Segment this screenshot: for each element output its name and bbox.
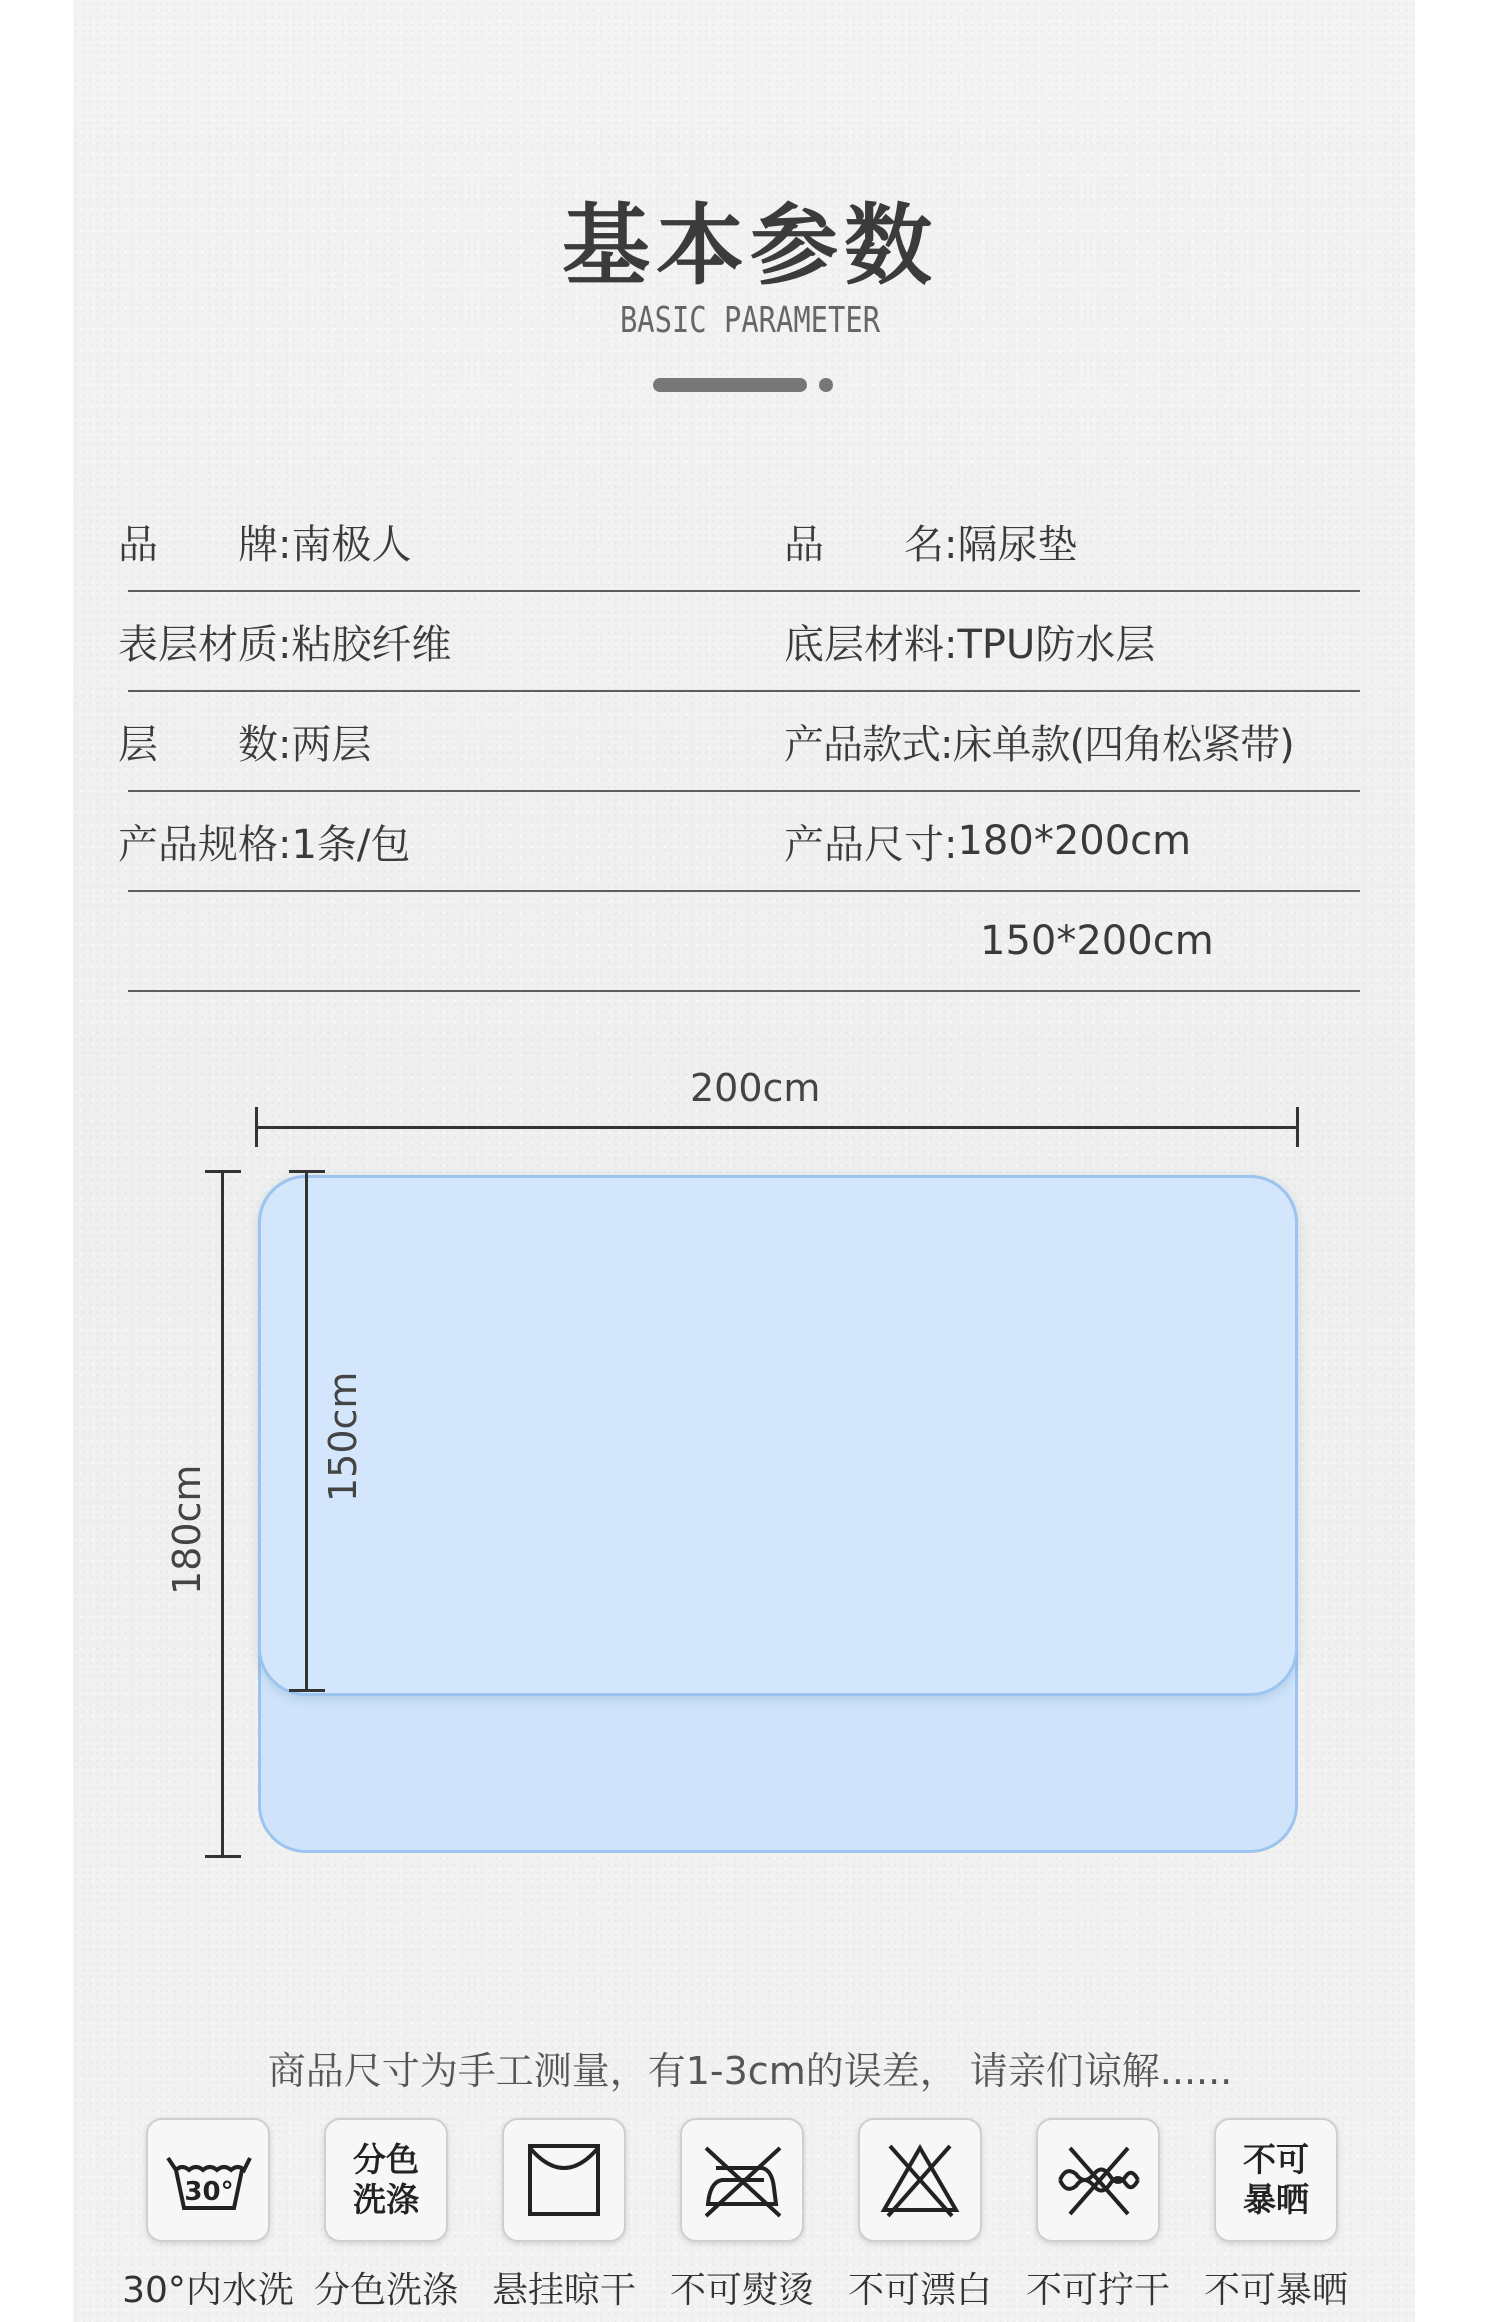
width-dimension-line [256,1126,1298,1129]
param-row [118,592,1360,692]
param-size-alt [608,892,1308,990]
param-row [118,692,1360,792]
care-label-no-iron: 不可熨烫 [669,2270,814,2311]
height-150-label: 150cm [321,1371,365,1502]
param-row [118,792,1360,892]
param-value: 隔尿垫 [957,521,1078,568]
param-value: 床单款(四角松紧带) [952,721,1294,768]
care-label-no-bleach: 不可漂白 [847,2270,992,2311]
section-title: 基本参数 [561,194,938,297]
title-underline-dot [819,378,833,392]
param-row [118,492,1360,592]
param-brand [118,492,698,590]
section-subtitle: BASIC PARAMETER [619,300,881,341]
separate-wash-text: 分色 洗涤 [353,2140,419,2219]
param-style [784,692,1374,790]
care-label-no-sun: 不可暴晒 [1203,2270,1348,2311]
paper-background [73,0,1415,2322]
param-value: TPU防水层 [957,621,1156,668]
param-row [128,892,1360,992]
param-value: 1条/包 [291,821,411,868]
height-180-cap-top [205,1170,241,1173]
row-divider [128,990,1360,992]
width-dimension-cap-left [255,1107,258,1147]
wash-30-icon [146,2118,270,2242]
param-value: 150*200cm [980,918,1214,964]
param-label: 层 数: [118,721,292,768]
param-product-name [784,492,1374,590]
care-label-no-wring: 不可拧干 [1025,2270,1170,2311]
param-label: 产品规格: [118,821,292,868]
param-layers [118,692,698,790]
param-value: 南极人 [291,521,412,568]
height-180-label: 180cm [165,1464,209,1595]
height-180-dimension-line [221,1170,224,1858]
param-value: 两层 [291,721,372,768]
param-value: 粘胶纤维 [291,621,452,668]
height-150-cap-top [289,1170,325,1173]
param-label: 品 名: [784,521,958,568]
param-surface-material [118,592,698,690]
care-label-wash: 30°内水洗 [122,2270,294,2311]
hang-dry-icon [502,2118,626,2242]
separate-wash-icon [324,2118,448,2242]
care-label-separate: 分色洗涤 [313,2270,458,2311]
no-sun-dry-text: 不可 暴晒 [1243,2140,1309,2219]
no-iron-icon [680,2118,804,2242]
measurement-note: 商品尺寸为手工测量，有1-3cm的误差， 请亲们谅解...... [267,2049,1233,2093]
param-spec [118,792,698,890]
param-label: 表层材质: [118,621,292,668]
no-sun-dry-icon [1214,2118,1338,2242]
height-150-cap-bottom [289,1689,325,1692]
width-label: 200cm [690,1066,821,1110]
param-label: 品 牌: [118,521,292,568]
title-underline-bar [653,378,807,392]
care-label-hang-dry: 悬挂晾干 [491,2270,636,2311]
param-value: 180*200cm [957,818,1192,864]
param-label: 产品尺寸: [784,821,958,868]
no-bleach-icon [858,2118,982,2242]
width-dimension-cap-right [1296,1107,1299,1147]
height-150-dimension-line [305,1170,308,1692]
param-bottom-material [784,592,1374,690]
wash-temp-text: 30° [184,2177,234,2207]
param-label: 底层材料: [784,621,958,668]
param-label: 产品款式: [784,721,953,768]
height-180-cap-bottom [205,1855,241,1858]
param-size [784,792,1374,890]
pad-150x200 [258,1175,1298,1696]
no-wring-icon [1036,2118,1160,2242]
